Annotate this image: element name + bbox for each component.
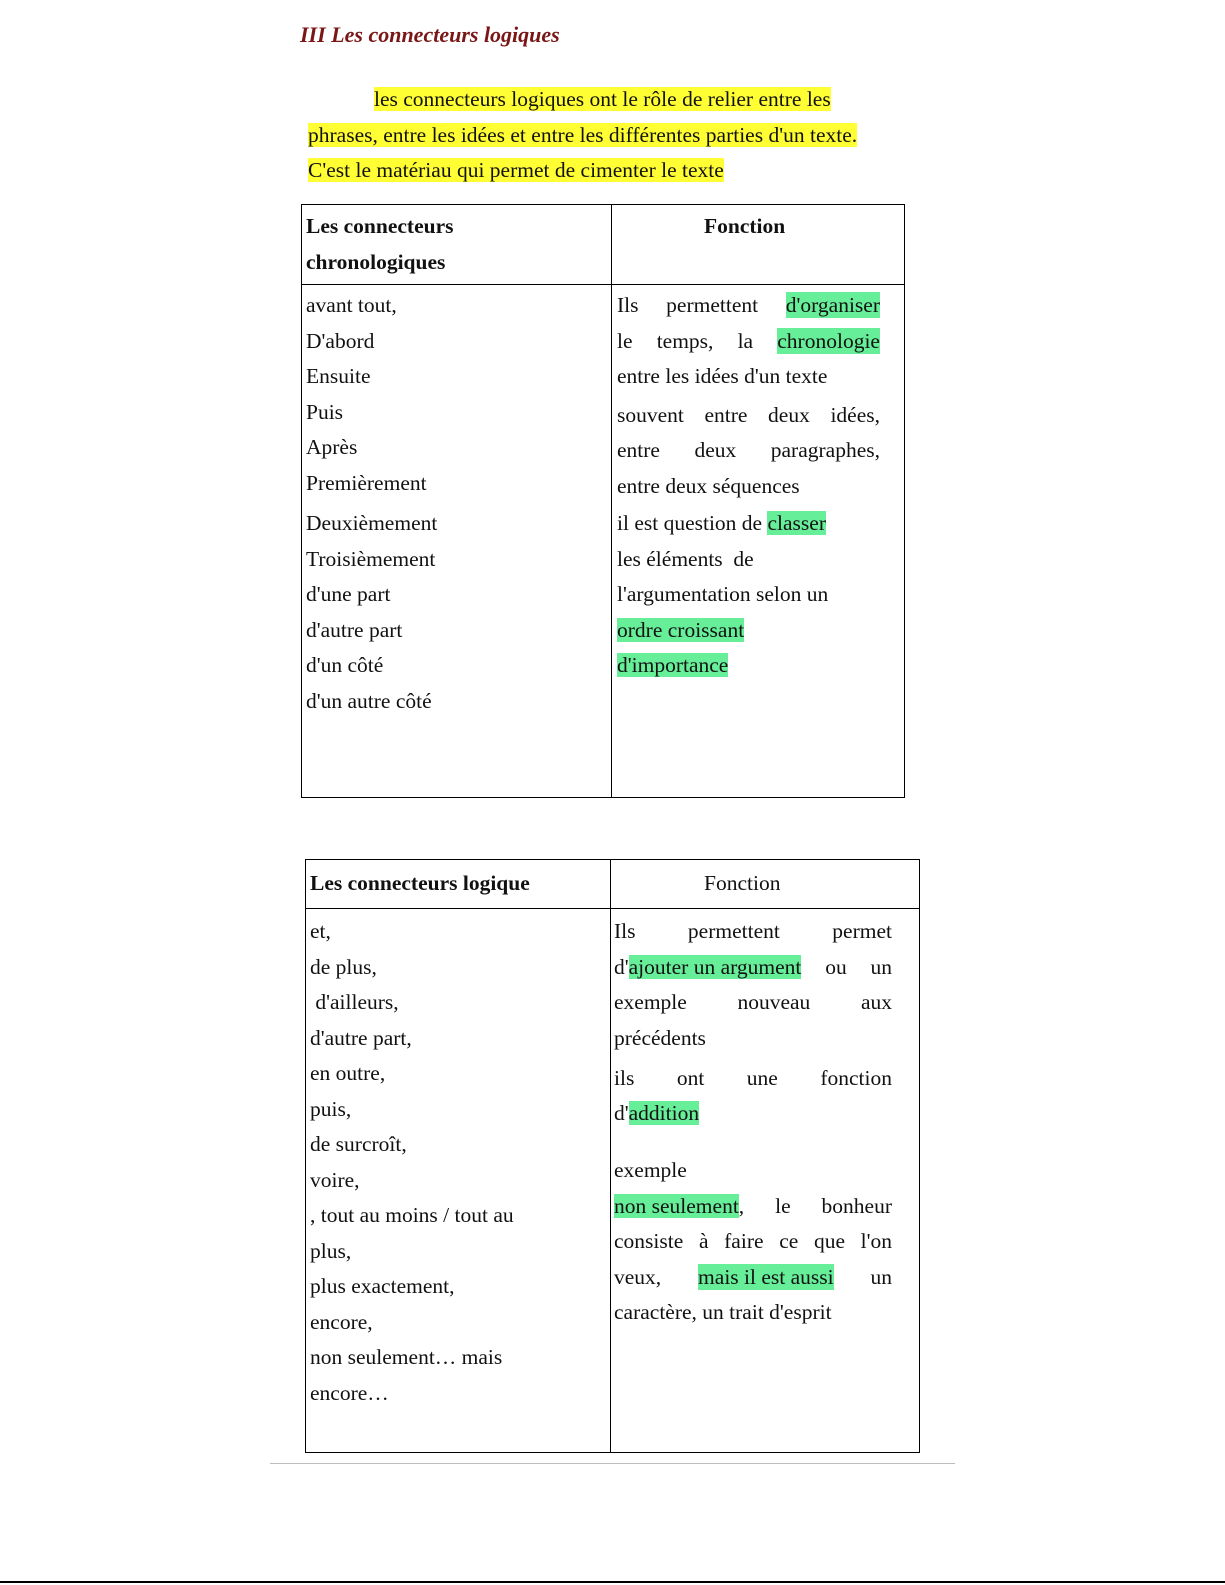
word: faire [724, 1229, 764, 1253]
word: ou [825, 955, 847, 979]
table1-func-line [617, 402, 880, 428]
table2-connector: voire, [310, 1168, 360, 1192]
intro-line-3: C'est le matériau qui permet de cimenter le texte [308, 158, 724, 182]
table2-func-line [614, 1100, 699, 1126]
table2-func-line: exemple [614, 1158, 687, 1182]
word: que [813, 1229, 845, 1253]
word: deux [768, 403, 810, 427]
word: nouveau [737, 990, 811, 1014]
table1-func-line [617, 292, 880, 318]
word: permettent [666, 293, 759, 317]
word: Ils [614, 919, 636, 943]
table1-connector: Ensuite [306, 364, 371, 388]
table2-func-line [614, 1065, 892, 1091]
page-footer-rule [270, 1463, 955, 1464]
word: deux [694, 438, 737, 462]
table1-connector: Troisièmement [306, 547, 436, 571]
word: entre [704, 403, 748, 427]
word: l'on [860, 1229, 892, 1253]
word: temps, [656, 329, 714, 353]
table2-func-line [614, 1228, 892, 1254]
highlight-importance: d'importance [617, 653, 729, 677]
word: la [737, 329, 754, 353]
word: un [870, 1265, 892, 1289]
logical-connectors-table [305, 859, 920, 1453]
table1-func-line: entre les idées d'un texte [617, 364, 828, 388]
word: une [746, 1066, 778, 1090]
highlight-ordre-croissant: ordre croissant [617, 618, 745, 642]
table2-connector: puis, [310, 1097, 352, 1121]
word: permettent [687, 919, 780, 943]
table1-connector: D'abord [306, 329, 375, 353]
table1-func-line: entre deux séquences [617, 474, 800, 498]
chronological-connectors-table [301, 204, 905, 798]
page-bottom-edge [0, 1581, 1225, 1583]
table2-connector: de surcroît, [310, 1132, 407, 1156]
table2-connector: encore… [310, 1381, 389, 1405]
table2-connector: non seulement… mais [310, 1345, 503, 1369]
table2-func-line [614, 918, 892, 944]
word: d' [614, 1101, 629, 1125]
word: il est question de [617, 511, 768, 535]
table2-connector: , tout au moins / tout au [310, 1203, 514, 1227]
table1-connector: Premièrement [306, 471, 427, 495]
table1-func-line [617, 328, 880, 354]
word: souvent [617, 403, 684, 427]
table1-connector: Puis [306, 400, 344, 424]
table2-func-line [614, 1264, 892, 1290]
table1-header-col2: Fonction [704, 214, 786, 238]
table2-column-divider [610, 860, 611, 1452]
word: à [698, 1229, 709, 1253]
word: fonction [820, 1066, 892, 1090]
table2-connector: en outre, [310, 1061, 386, 1085]
word: , [738, 1194, 745, 1218]
table1-header-divider [302, 284, 904, 285]
intro-line-2: phrases, entre les idées et entre les différentes parties d'un texte. [308, 123, 858, 147]
table2-connector: plus exactement, [310, 1274, 455, 1298]
table1-column-divider [611, 205, 612, 797]
table2-func-line [614, 954, 892, 980]
table2-connector: d'ailleurs, [310, 990, 399, 1014]
word: consiste [614, 1229, 684, 1253]
highlight-classer: classer [767, 511, 826, 535]
table2-func-line [614, 1193, 892, 1219]
highlight-chronologie: chronologie [777, 329, 880, 353]
highlight-mais-il-est-aussi: mais il est aussi [698, 1265, 834, 1289]
table2-connector: d'autre part, [310, 1026, 412, 1050]
highlight-ajouter-argument: ajouter un argument [628, 955, 802, 979]
table2-header-col2: Fonction [704, 871, 781, 895]
table1-connector: Après [306, 435, 358, 459]
table1-connector: d'un côté [306, 653, 384, 677]
table1-connector: Deuxièmement [306, 511, 438, 535]
table2-func-line: précédents [614, 1026, 706, 1050]
table1-func-line: l'argumentation selon un [617, 582, 829, 606]
highlight-organiser: d'organiser [785, 293, 880, 317]
word: le [775, 1194, 791, 1218]
word: Ils [617, 293, 639, 317]
table2-connector: et, [310, 919, 331, 943]
table2-header-col1: Les connecteurs logique [310, 871, 530, 895]
word: paragraphes, [770, 438, 880, 462]
table1-func-line [617, 652, 728, 678]
table1-header-col1-line1: Les connecteurs [306, 214, 454, 238]
table1-func-line [617, 510, 826, 536]
highlight-addition: addition [628, 1101, 700, 1125]
word: idées, [830, 403, 880, 427]
word: un [870, 955, 892, 979]
word: entre [617, 438, 660, 462]
intro-line-1: les connecteurs logiques ont le rôle de relier entre les [374, 87, 831, 111]
table2-connector: encore, [310, 1310, 373, 1334]
section-heading: III Les connecteurs logiques [300, 22, 560, 47]
word: ont [676, 1066, 705, 1090]
word: veux, [614, 1265, 662, 1289]
word: le [617, 329, 633, 353]
word: ils [614, 1066, 635, 1090]
word: d' [614, 955, 629, 979]
table1-connector: avant tout, [306, 293, 397, 317]
table2-header-divider [306, 908, 919, 909]
table1-connector: d'une part [306, 582, 391, 606]
table1-connector: d'un autre côté [306, 689, 432, 713]
word: permet [832, 919, 892, 943]
word: ce [779, 1229, 799, 1253]
table1-func-line [617, 437, 880, 463]
word: exemple [614, 990, 687, 1014]
table2-func-line [614, 989, 892, 1015]
table1-header-col1-line2: chronologiques [306, 250, 446, 274]
table2-connector: de plus, [310, 955, 377, 979]
table2-connector: plus, [310, 1239, 352, 1263]
word: aux [860, 990, 892, 1014]
table1-connector: d'autre part [306, 618, 403, 642]
word: bonheur [821, 1194, 892, 1218]
table1-func-line [617, 617, 744, 643]
table2-func-line: caractère, un trait d'esprit [614, 1300, 832, 1324]
table1-func-line: les éléments de [617, 547, 754, 571]
highlight-non-seulement: non seulement [614, 1194, 739, 1218]
